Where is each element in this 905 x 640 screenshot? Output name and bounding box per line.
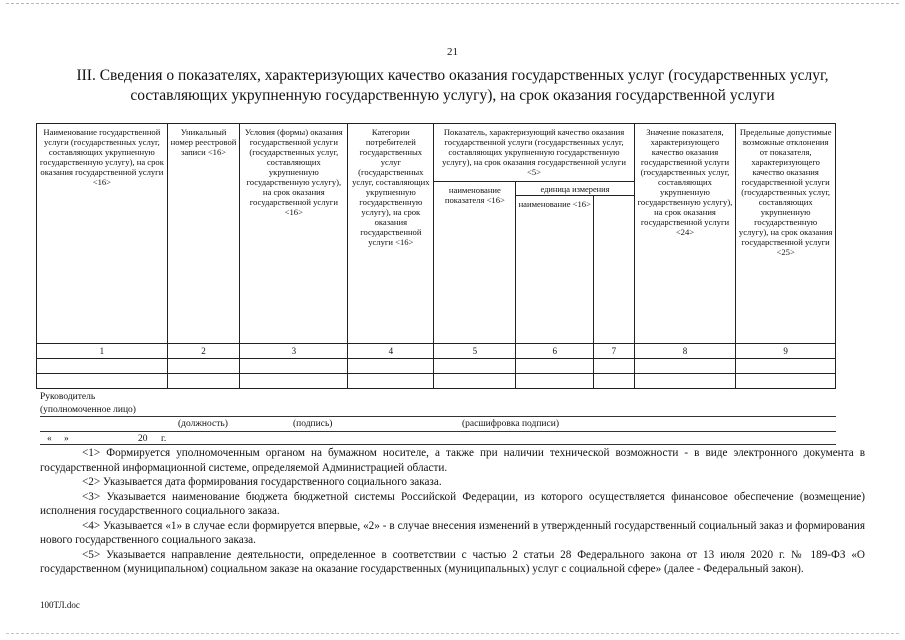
header-unit-name: наименование <16> — [516, 196, 594, 344]
header-indicator-value: Значение показателя, характеризующего качество оказания государственной услуги (государственных услуг, составляющих укрупненную государственную услугу), на срок оказания государственной услуги <24> — [634, 124, 736, 344]
section-title-line-2: составляющих укрупненную государственную услугу), на срок оказания государственной услуги — [130, 87, 775, 104]
header-indicator-name: наименование показателя <16> — [434, 182, 516, 344]
header-allowed-deviation: Предельные допустимые возможные отклонения от показателя, характеризующего качество оказания государственной услуги (государственных услуг, составляющих укрупненную государственную услугу), на срок оказания государственной услуги <25> — [736, 124, 836, 344]
signature-line — [40, 416, 836, 417]
table-row — [37, 359, 836, 374]
column-number-1: 1 — [37, 344, 168, 359]
date-year-prefix: 20 — [138, 434, 148, 444]
footnote-4: <4> Указывается «1» в случае если формируется впервые, «2» - в случае внесения изменений в утвержденный государственный социальный заказ и формирования нового государственного социального заказа. — [40, 519, 865, 546]
position-caption: (должность) — [178, 419, 228, 429]
column-number-4: 4 — [348, 344, 434, 359]
page-number: 21 — [447, 46, 458, 58]
footnote-5: <5> Указывается направление деятельности, определенное в соответствии с частью 2 статьи 28 Федерального закона от 13 июля 2020 г. № 189-ФЗ «О государственном (муниципальном) социальном заказе на оказание государственных (муниципальных) услуг с социальной сфере» (далее - Федеральный закон). — [40, 548, 865, 575]
column-number-8: 8 — [634, 344, 736, 359]
signature-caption: (подпись) — [293, 419, 333, 429]
footnote-2: <2> Указывается дата формирования государственного социального заказа. — [82, 476, 442, 488]
column-number-2: 2 — [167, 344, 240, 359]
column-number-7: 7 — [594, 344, 634, 359]
column-number-9: 9 — [736, 344, 836, 359]
column-number-5: 5 — [434, 344, 516, 359]
header-indicator-group: Показатель, характеризующий качество оказания государственной услуги (государственных услуг, составляющих укрупненную государственную услугу), на срок оказания государственной услуги <5> — [434, 124, 634, 182]
section-title — [40, 66, 865, 106]
footnote-1: <1> Формируется уполномоченным органом на бумажном носителе, а также при наличии технической возможности - в виде электронного документа в государственной информационной системе, определяемой Администрацией области. — [40, 447, 865, 474]
indicators-table — [36, 123, 836, 389]
header-service-conditions: Условия (формы) оказания государственной услуги (государственных услуг, составляющих укрупненную государственную услугу), на срок оказания государственной услуги <16> — [240, 124, 348, 344]
header-unit-code — [594, 196, 634, 344]
date-line-top — [40, 431, 836, 432]
section-title-line-1: III. Сведения о показателях, характеризующих качество оказания государственных услуг (государственных услуг, — [76, 67, 829, 84]
footnote-3: <3> Указывается наименование бюджета бюджетной системы Российской Федерации, из которого осуществляется финансовое обеспечение (возмещение) исполнения государственного социального заказа. — [40, 490, 865, 517]
date-quote-close: » — [64, 434, 69, 444]
footnotes — [40, 446, 865, 577]
table-row — [37, 374, 836, 389]
file-code: 100ТЛ.doc — [40, 600, 80, 610]
header-consumer-categories: Категории потребителей государственных услуг (государственных услуг, составляющих укрупненную государственную услугу), на срок оказания государственной услуги <16> — [348, 124, 434, 344]
head-label: Руководитель — [40, 392, 96, 402]
column-number-6: 6 — [516, 344, 594, 359]
signature-decode-caption: (расшифровка подписи) — [462, 419, 559, 429]
column-numbers-row — [37, 344, 836, 359]
date-line-bottom — [40, 444, 836, 445]
header-unit-group: единица измерения — [516, 182, 634, 196]
column-number-3: 3 — [240, 344, 348, 359]
date-year-suffix: г. — [161, 434, 167, 444]
header-registry-number: Уникальный номер реестровой записи <16> — [167, 124, 240, 344]
date-quote-open: « — [47, 434, 52, 444]
head-sub-label: (уполномоченное лицо) — [40, 405, 136, 415]
header-service-name: Наименование государственной услуги (государственных услуг, составляющих укрупненную государственную услугу), на срок оказания государственной услуги <16> — [37, 124, 168, 344]
page-edge-top — [6, 3, 899, 4]
page-edge-bottom — [6, 633, 899, 634]
